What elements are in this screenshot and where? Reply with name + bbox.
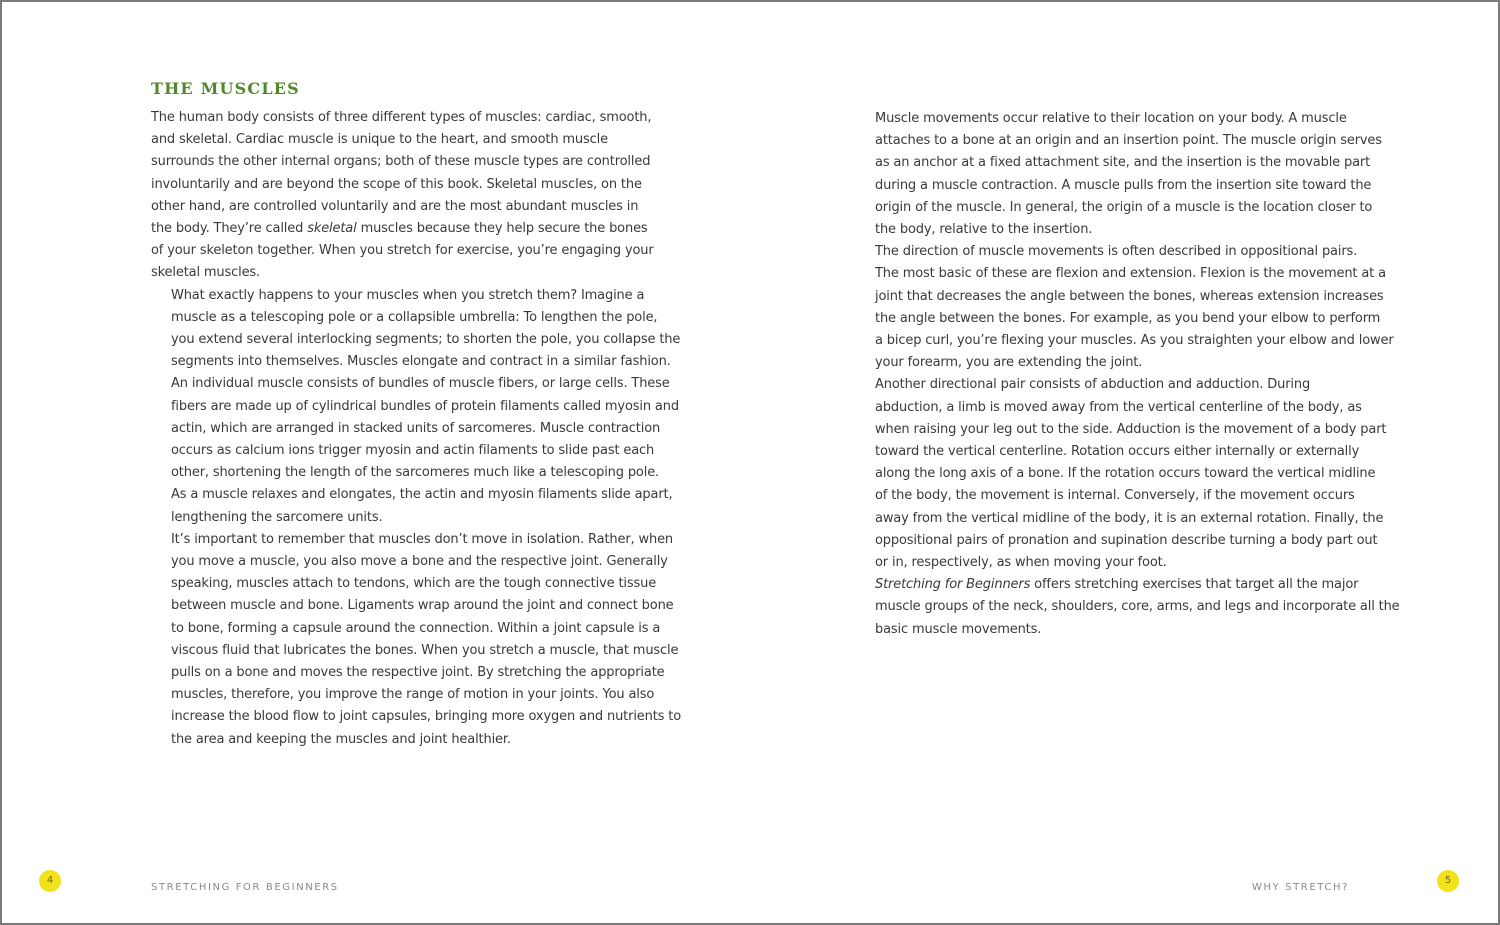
text-line — [151, 529, 674, 551]
paragraph — [855, 241, 1394, 374]
text-line — [151, 551, 668, 573]
text-line — [151, 329, 681, 351]
left-running-head: STRETCHING FOR BEGINNERS — [151, 882, 339, 893]
text-line — [855, 596, 1400, 618]
text-segment: The direction of muscle movements is often described in oppositional pairs. — [875, 244, 1358, 260]
text-line — [855, 485, 1365, 507]
text-segment: It’s important to remember that muscles don’t move in isolation. Rather, when — [171, 531, 674, 547]
text-line — [855, 330, 1394, 352]
text-segment: muscle as a telescoping pole or a collapsible umbrella: To lengthen the pole, — [171, 309, 658, 325]
text-segment: your forearm, you are extending the joint. — [875, 355, 1143, 371]
text-line — [855, 552, 1365, 574]
text-line — [151, 595, 674, 617]
text-line — [151, 129, 661, 151]
text-segment: origin of the muscle. In general, the origin of a muscle is the location closer to — [875, 199, 1373, 215]
text-segment: lengthening the sarcomere units. — [171, 509, 383, 525]
text-segment: between muscle and bone. Ligaments wrap around the joint and connect bone — [171, 598, 674, 614]
text-line — [151, 684, 661, 706]
text-segment: abduction, a limb is moved away from the vertical centerline of the body, as — [875, 399, 1362, 415]
text-line — [151, 196, 661, 218]
text-line — [855, 441, 1365, 463]
text-segment: or in, respectively, as when moving your foot. — [875, 555, 1167, 571]
text-segment: attaches to a bone at an origin and an insertion point. The muscle origin serves — [875, 133, 1382, 149]
text-segment: the body. They’re called — [151, 221, 308, 237]
left-page-column — [151, 77, 682, 751]
paragraph — [151, 529, 682, 751]
text-line — [151, 240, 661, 262]
text-segment: viscous fluid that lubricates the bones. When you stretch a muscle, that muscle — [171, 642, 679, 658]
text-line — [855, 197, 1373, 219]
paragraph — [151, 285, 681, 529]
right-running-head: WHY STRETCH? — [1252, 882, 1349, 893]
text-segment: surrounds the other internal organs; both of these muscle types are controlled — [151, 154, 651, 170]
text-segment: of the body, the movement is internal. Conversely, if the movement occurs — [875, 488, 1355, 504]
text-segment: you extend several interlocking segments; to shorten the pole, you collapse the — [171, 332, 681, 348]
italic-text: Stretching for Beginners — [875, 577, 1031, 593]
text-segment: of your skeleton together. When you stretch for exercise, you’re engaging your — [151, 243, 654, 259]
text-segment: along the long axis of a bone. If the rotation occurs toward the vertical midline — [875, 466, 1376, 482]
text-line — [855, 419, 1387, 441]
text-line — [151, 285, 661, 307]
text-segment: pulls on a bone and moves the respective joint. By stretching the appropriate — [171, 665, 665, 681]
text-segment: Muscle movements occur relative to their location on your body. A muscle — [875, 111, 1347, 126]
text-segment: other hand, are controlled voluntarily and are the most abundant muscles in — [151, 198, 639, 214]
text-segment: actin, which are arranged in stacked units of sarcomeres. Muscle contraction — [171, 420, 661, 436]
text-line — [855, 286, 1384, 308]
text-segment: when raising your leg out to the side. Adduction is the movement of a body part — [875, 421, 1387, 437]
text-segment: to bone, forming a capsule around the connection. Within a joint capsule is a — [171, 620, 661, 636]
paragraph — [855, 574, 1400, 641]
text-line — [855, 108, 1365, 130]
text-line — [151, 618, 661, 640]
text-segment: you move a muscle, you also move a bone and the respective joint. Generally — [171, 554, 668, 570]
text-segment: The human body consists of three different types of muscles: cardiac, smooth, — [151, 110, 652, 125]
text-segment: increase the blood flow to joint capsules, bringing more oxygen and nutrients to — [171, 709, 682, 725]
text-line — [151, 373, 670, 395]
text-segment: oppositional pairs of pronation and supination describe turning a body part out — [875, 532, 1378, 548]
text-line — [855, 508, 1384, 530]
text-line — [151, 396, 679, 418]
left-page-number: 4 — [39, 870, 61, 892]
text-line — [855, 263, 1386, 285]
text-line — [855, 152, 1371, 174]
text-segment: as an anchor at a fixed attachment site, and the insertion is the movable part — [875, 155, 1371, 171]
text-line — [855, 352, 1365, 374]
text-line — [855, 397, 1365, 419]
text-line — [151, 507, 661, 529]
text-segment: muscles because they help secure the bones — [356, 221, 648, 237]
text-line — [855, 308, 1381, 330]
left-body-text — [151, 107, 682, 751]
text-segment: As a muscle relaxes and elongates, the actin and myosin filaments slide apart, — [171, 487, 673, 503]
text-line — [855, 619, 1365, 641]
italic-text: skeletal — [307, 221, 357, 237]
text-segment: and skeletal. Cardiac muscle is unique to the heart, and smooth muscle — [151, 132, 608, 148]
text-line — [151, 484, 673, 506]
text-segment: What exactly happens to your muscles when you stretch them? Imagine a — [171, 287, 645, 303]
text-segment: occurs as calcium ions trigger myosin and actin filaments to slide past each — [171, 443, 655, 459]
text-line — [151, 462, 661, 484]
section-heading: THE MUSCLES — [151, 79, 300, 98]
text-segment: a bicep curl, you’re flexing your muscles. As you straighten your elbow and lower — [875, 333, 1394, 349]
text-segment: The most basic of these are flexion and extension. Flexion is the movement at a — [875, 266, 1386, 282]
right-page-number: 5 — [1437, 870, 1459, 892]
text-line — [151, 573, 661, 595]
text-line — [151, 706, 682, 728]
text-line — [151, 418, 661, 440]
text-line — [151, 729, 661, 751]
paragraph — [855, 108, 1382, 241]
text-line — [151, 151, 661, 173]
text-line — [855, 574, 1365, 596]
text-line — [151, 662, 665, 684]
text-segment: involuntarily and are beyond the scope of this book. Skeletal muscles, on the — [151, 176, 642, 192]
text-line — [855, 175, 1372, 197]
text-segment: the angle between the bones. For example, as you bend your elbow to perform — [875, 310, 1381, 326]
text-segment: the area and keeping the muscles and joint healthier. — [171, 731, 511, 747]
text-segment: joint that decreases the angle between the bones, whereas extension increases — [875, 288, 1384, 304]
text-segment: basic muscle movements. — [875, 621, 1042, 637]
text-line — [151, 174, 661, 196]
text-line — [151, 440, 661, 462]
text-segment: toward the vertical centerline. Rotation occurs either internally or externally — [875, 444, 1360, 460]
text-line — [151, 640, 679, 662]
paragraph — [855, 374, 1387, 574]
text-segment: Another directional pair consists of abduction and adduction. During — [875, 377, 1311, 393]
paragraph — [151, 107, 661, 285]
text-segment: fibers are made up of cylindrical bundles of protein filaments called myosin and — [171, 398, 679, 414]
text-segment: the body, relative to the insertion. — [875, 222, 1093, 238]
text-line — [855, 241, 1365, 263]
text-line — [151, 262, 661, 284]
text-line — [151, 307, 661, 329]
text-segment: other, shortening the length of the sarcomeres much like a telescoping pole. — [171, 465, 660, 481]
text-line — [855, 130, 1382, 152]
text-segment: offers stretching exercises that target all the major — [1030, 577, 1359, 593]
right-page-column — [855, 108, 1400, 641]
text-segment: muscles, therefore, you improve the range of motion in your joints. You also — [171, 687, 655, 703]
text-line — [855, 219, 1365, 241]
text-segment: muscle groups of the neck, shoulders, core, arms, and legs and incorporate all the — [875, 599, 1400, 615]
text-line — [855, 374, 1365, 396]
text-line — [151, 351, 671, 373]
text-segment: segments into themselves. Muscles elongate and contract in a similar fashion. — [171, 354, 671, 370]
text-segment: skeletal muscles. — [151, 265, 261, 281]
text-line — [151, 107, 661, 129]
text-segment: speaking, muscles attach to tendons, which are the tough connective tissue — [171, 576, 657, 592]
text-line — [151, 218, 661, 240]
right-body-text — [855, 108, 1400, 641]
text-line — [855, 463, 1376, 485]
text-segment: away from the vertical midline of the body, it is an external rotation. Finally, the — [875, 510, 1384, 526]
text-segment: during a muscle contraction. A muscle pulls from the insertion site toward the — [875, 177, 1372, 193]
text-segment: An individual muscle consists of bundles of muscle fibers, or large cells. These — [171, 376, 670, 392]
text-line — [855, 530, 1378, 552]
